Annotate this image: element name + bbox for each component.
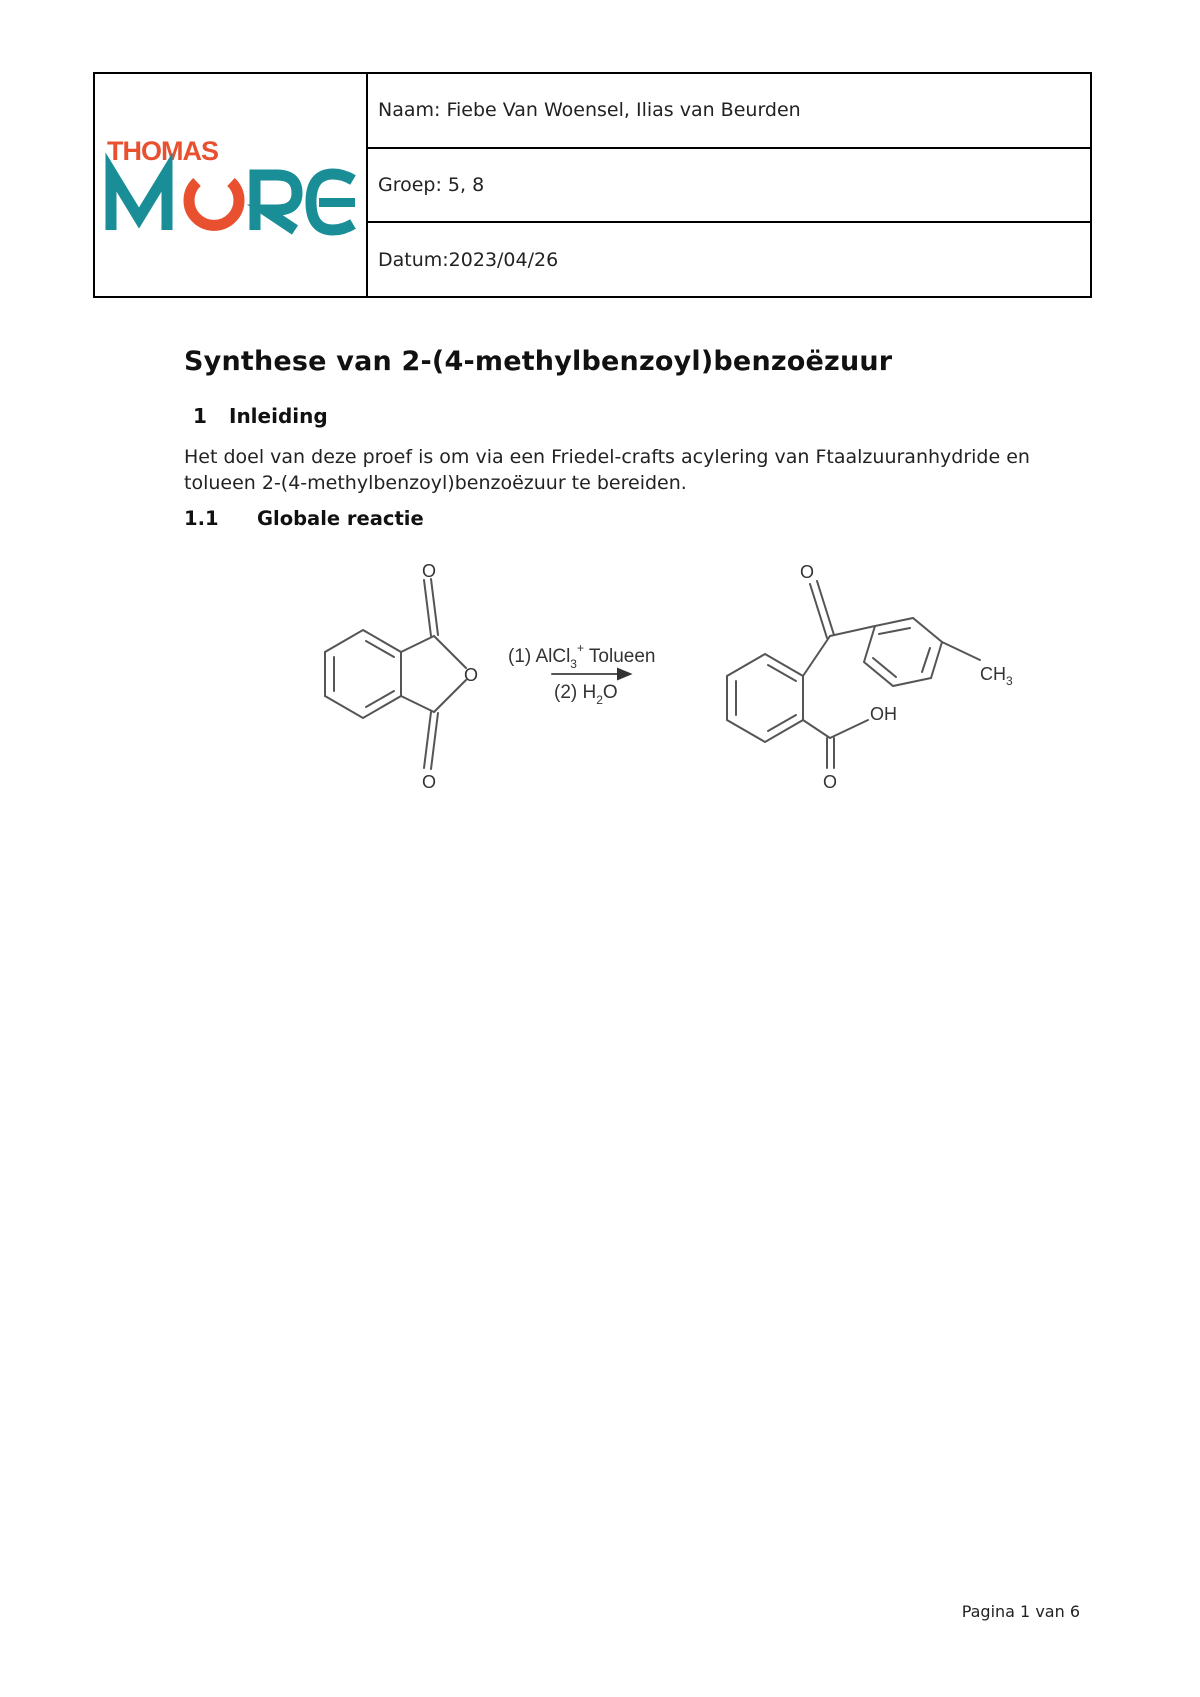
- subsection-title: Globale reactie: [257, 507, 424, 530]
- logo-letter-m: [111, 172, 167, 230]
- logo-letter-r: [255, 175, 297, 230]
- product-methylbenzoylbenzoic-acid: [727, 581, 980, 768]
- page-number: Pagina 1 van 6: [961, 1602, 1080, 1621]
- reactant-phthalic-anhydride: [325, 579, 466, 769]
- intro-paragraph: Het doel van deze proef is om via een Friedel-crafts acylering van Ftaalzuuranhydride en tolueen 2-(4-methylbenzoyl)benzoëzuur te bereiden.: [184, 446, 1030, 494]
- header-table: [93, 72, 1092, 298]
- reaction-scheme: [290, 548, 1040, 788]
- info-column: [368, 74, 1090, 296]
- reactant-o-top: O: [422, 561, 437, 581]
- condition-2: (2) $H_2O$: [554, 682, 618, 707]
- product-ch3: $CH_3$: [980, 664, 1013, 688]
- logo-letter-o: [189, 182, 239, 225]
- reaction-arrow: [552, 669, 630, 679]
- reactant-o-ring: O: [464, 665, 479, 685]
- section-heading-inleiding: [193, 404, 328, 428]
- subsection-number: 1.1: [184, 507, 219, 530]
- condition-1: (1) AlCl$_3$+ Tolueen: [508, 641, 656, 671]
- reactant-o-bottom: O: [422, 772, 437, 788]
- product-o-acid: O: [823, 772, 838, 788]
- logo-cell: [95, 74, 368, 296]
- subsection-heading-globale-reactie: [184, 507, 424, 530]
- naam-field: Naam: Fiebe Van Woensel, Ilias van Beurden: [378, 99, 801, 122]
- section-title: Inleiding: [229, 404, 328, 428]
- datum-field: Datum:2023/04/26: [368, 221, 1090, 296]
- thomas-more-logo: [105, 130, 357, 240]
- logo-letter-e-bar: [319, 198, 355, 207]
- document-title: Synthese van 2-(4-methylbenzoyl)benzoëzuur: [184, 346, 893, 377]
- logo-thomas-text: THOMAS: [106, 136, 218, 166]
- section-number: 1: [193, 404, 207, 428]
- product-o-ketone: O: [800, 562, 815, 582]
- groep-field: Groep: 5, 8: [368, 147, 1090, 222]
- product-oh: OH: [870, 704, 897, 724]
